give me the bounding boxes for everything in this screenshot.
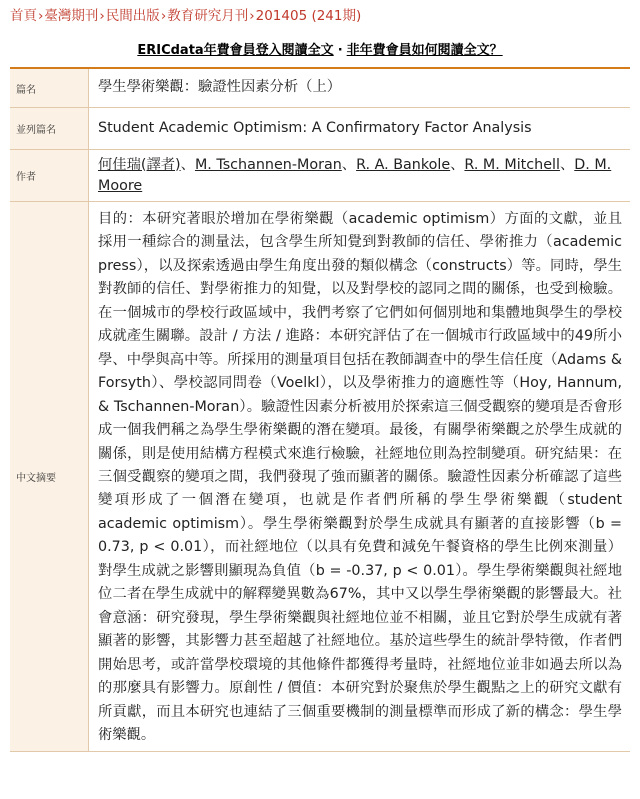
member-login-link[interactable]: ERICdata年費會員登入閱讀全文 (137, 43, 334, 58)
breadcrumb-private-publishing-link[interactable]: 民間出版 (105, 8, 160, 24)
author-link[interactable]: 何佳瑞(譯者) (98, 156, 181, 173)
access-notice (0, 42, 640, 60)
breadcrumb (10, 6, 630, 26)
author-row (10, 150, 630, 202)
author-link[interactable]: D. M. Moore (98, 156, 612, 194)
abstract-label: 中文摘要 (10, 202, 89, 752)
parallel-title: Student Academic Optimism: A Confirmatory Factor Analysis (89, 108, 631, 150)
abstract-text: 目的：本研究著眼於增加在學術樂觀（academic optimism）方面的文獻，並且採用一種綜合的測量法，包含學生所知覺到對教師的信任、學術推力（academic press），以及探索透過由學生角度出發的類似構念（constructs）等。同時，學生對教師的信任、對學術推力的知覺，以及對學校的認同之間的關係，也受到檢驗。在一個城市的學校行政區域中，我們考察了它們如何個別地和集體地與學生的學校成就產生關聯。設計 / 方法 / 進路：本研究評估了在一個城市行政區域中的49所小學、中學與高中等。所採用的測量項目包括在教師調查中的學生信任度（Adams & Forsyth）、學校認同問卷（Voelkl），以及學術推力的適應性等（Hoy, Hannum, & Tschannen-Moran）。驗證性因素分析被用於探索這三個受觀察的變項是否會形成一個我們稱之為學生學術樂觀的潛在變項。最後，有關學術樂觀之於學生成就的關係，則是使用結構方程模式來進行檢驗，社經地位則為控制變項。研究結果：在三個受觀察的變項之間，我們發現了強而顯著的關係。驗證性因素分析確認了這些變項形成了一個潛在變項，也就是作者們所稱的學生學術樂觀（student academic optimism）。學生學術樂觀對於學生成就具有顯著的直接影響（b = 0.73, p < 0.01），而社經地位（以具有免費和減免午餐資格的學生比例來測量）對學生成就之影響則顯現為負值（b = -0.37, p < 0.01）。學生學術樂觀與社經地位二者在學生成就中的解釋變異數為67%，其中又以學生學術樂觀的影響最大。社會意涵：研究發現，學生學術樂觀與社經地位並不相關，並且它對於學生成就有著顯著的影響，其影響力甚至超越了社經地位。基於這些學生的統計學特徵，作者們開始思考，或許當學校環境的其他條件都獲得考量時，社經地位並非如過去所以為的那麼具有影響力。原創性 / 價值：本研究對於聚焦於學生觀點之上的研究文獻有所貢獻，而且本研究也連結了三個重要機制的測量標準而形成了新的構念：學生學術樂觀。 (89, 202, 631, 752)
breadcrumb-home-link[interactable]: 首頁 (10, 8, 37, 24)
author-separator: 、 (341, 156, 357, 173)
abstract-row (10, 202, 630, 752)
breadcrumb-issue-link[interactable]: 201405 (241期) (255, 8, 362, 24)
breadcrumb-journal-link[interactable]: 教育研究月刊 (167, 8, 249, 24)
breadcrumb-taiwan-journals-link[interactable]: 臺灣期刊 (44, 8, 99, 24)
title-label: 篇名 (10, 68, 89, 108)
breadcrumb-separator: › (249, 8, 255, 24)
nonmember-help-link[interactable]: 非年費會員如何閱讀全文？ (346, 43, 503, 58)
breadcrumb-separator: › (38, 8, 44, 24)
breadcrumb-separator: › (99, 8, 105, 24)
author-separator: 、 (180, 156, 195, 173)
breadcrumb-separator: › (160, 8, 167, 24)
parallel-title-row (10, 108, 630, 150)
author-label: 作者 (10, 150, 89, 202)
author-link[interactable]: M. Tschannen-Moran (194, 156, 342, 173)
author-list (89, 150, 631, 202)
title-row (10, 68, 630, 108)
parallel-title-label: 並列篇名 (10, 108, 89, 150)
author-separator: 、 (450, 156, 465, 173)
article-title: 學生學術樂觀：驗證性因素分析（上） (89, 68, 631, 108)
author-link[interactable]: R. M. Mitchell (464, 156, 560, 173)
author-link[interactable]: R. A. Bankole (356, 156, 451, 173)
author-separator: 、 (559, 156, 575, 173)
article-metadata-table (10, 67, 630, 752)
notice-separator: · (337, 43, 343, 58)
